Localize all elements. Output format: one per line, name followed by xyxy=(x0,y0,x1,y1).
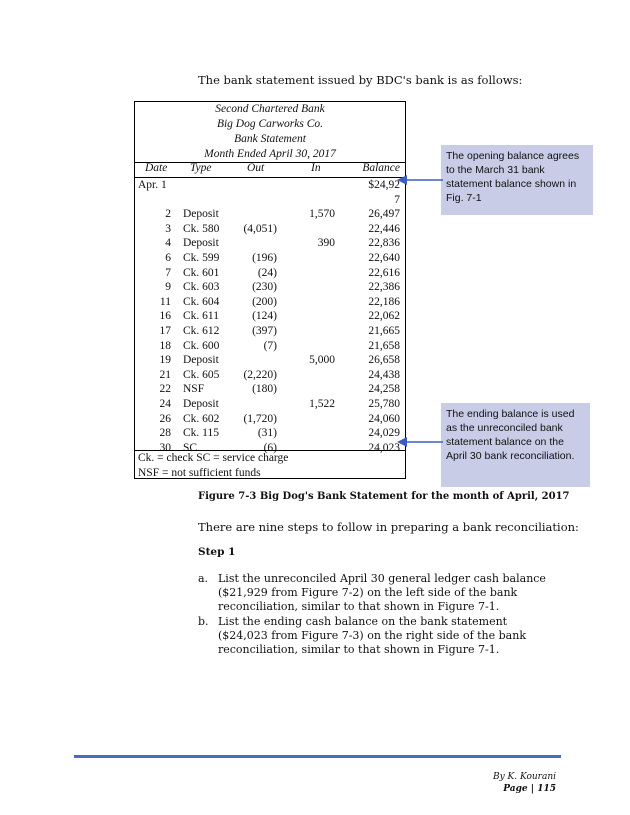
statement-row xyxy=(135,194,405,209)
row-out: (2,220) xyxy=(243,368,277,381)
row-date: 6 xyxy=(165,252,171,264)
steps-intro: There are nine steps to follow in preparing a bank reconciliation: xyxy=(198,520,579,534)
row-in: 1,522 xyxy=(309,398,335,410)
row-in: 1,570 xyxy=(309,208,335,221)
legend-line: Ck. = check SC = service charge xyxy=(138,452,289,464)
row-type: Deposit xyxy=(183,398,219,410)
row-out: (124) xyxy=(252,310,277,323)
row-type: Ck. 115 xyxy=(183,427,219,440)
row-balance: 24,438 xyxy=(368,368,400,381)
row-date: Apr. 1 xyxy=(138,179,167,191)
row-date: 11 xyxy=(159,295,171,308)
row-out: (200) xyxy=(252,295,277,308)
row-out: (24) xyxy=(257,266,277,279)
list-item xyxy=(198,615,558,659)
list-text: List the ending cash balance on the bank statement ($24,023 from Figure 7-3) on the right side of the bank reconciliation, similar to that shown in Figure 7-1. xyxy=(218,615,526,656)
row-date: 9 xyxy=(165,281,171,294)
step-heading: Step 1 xyxy=(198,546,236,558)
row-type: Ck. 602 xyxy=(183,412,220,425)
row-balance: 22,062 xyxy=(368,310,400,323)
header-in: In xyxy=(311,162,321,174)
row-type: Ck. 580 xyxy=(183,222,220,235)
row-balance: 24,029 xyxy=(368,427,400,440)
row-out: (6) xyxy=(263,441,277,454)
row-out: (1,720) xyxy=(243,412,277,425)
statement-row xyxy=(135,252,405,267)
row-date: 24 xyxy=(159,398,171,410)
row-date: 30 xyxy=(159,441,171,454)
row-type: Ck. 604 xyxy=(183,295,220,308)
row-type: Ck. 599 xyxy=(183,252,220,264)
ending-balance-callout: The ending balance is used as the unreconciled bank statement balance on the April 30 bank reconciliation. xyxy=(441,403,590,487)
row-in: 5,000 xyxy=(309,354,335,367)
bank-statement xyxy=(134,101,406,479)
statement-row xyxy=(135,310,405,325)
row-type: Ck. 605 xyxy=(183,368,220,381)
company-name: Big Dog Carworks Co. xyxy=(216,118,324,130)
row-date: 4 xyxy=(165,237,171,250)
statement-row xyxy=(135,427,405,442)
row-out: (4,051) xyxy=(243,222,277,235)
statement-row xyxy=(135,413,405,428)
list-item xyxy=(198,572,558,616)
list-marker: b. xyxy=(198,615,209,628)
row-balance: 22,186 xyxy=(368,295,400,308)
row-date: 21 xyxy=(159,368,171,381)
statement-row xyxy=(135,267,405,282)
header-balance: Balance xyxy=(362,162,400,174)
row-in: 390 xyxy=(317,237,335,250)
row-out: (7) xyxy=(263,339,277,352)
row-type: Deposit xyxy=(183,354,219,367)
row-type: Deposit xyxy=(183,208,219,221)
row-out: (31) xyxy=(257,427,277,440)
header-type: Type xyxy=(190,162,212,174)
statement-row xyxy=(135,398,405,413)
row-out: (180) xyxy=(252,383,277,396)
header-date: Date xyxy=(145,162,168,174)
row-date: 22 xyxy=(159,383,171,396)
row-out: (397) xyxy=(252,325,277,337)
row-type: SC xyxy=(183,441,198,454)
row-balance: $24,92 xyxy=(368,179,400,191)
statement-legend xyxy=(135,450,405,480)
row-type: Ck. 600 xyxy=(183,339,220,352)
row-date: 2 xyxy=(165,208,171,221)
row-balance: 24,060 xyxy=(368,412,400,425)
ending-arrow-icon xyxy=(395,432,445,452)
row-type: Ck. 611 xyxy=(183,310,219,323)
statement-row xyxy=(135,369,405,384)
opening-arrow-icon xyxy=(395,170,445,190)
legend-line: NSF = not sufficient funds xyxy=(138,466,261,479)
statement-row xyxy=(135,237,405,252)
statement-row xyxy=(135,208,405,223)
row-balance: 24,258 xyxy=(368,383,400,396)
column-headers xyxy=(135,162,405,178)
statement-row xyxy=(135,354,405,369)
statement-row xyxy=(135,383,405,398)
footer-rule xyxy=(74,755,561,758)
header-out: Out xyxy=(247,162,265,174)
statement-row xyxy=(135,296,405,311)
footer-author: By K. Kourani xyxy=(492,772,556,782)
row-date: 3 xyxy=(165,222,171,235)
intro-text: The bank statement issued by BDC's bank is as follows: xyxy=(198,73,523,87)
row-date: 19 xyxy=(159,354,171,367)
row-balance: 26,658 xyxy=(368,354,400,367)
list-text: List the unreconciled April 30 general ledger cash balance ($21,929 from Figure 7-2) on the left side of the bank reconciliation, similar to that shown in Figure 7-1. xyxy=(218,572,546,613)
opening-balance-callout: The opening balance agrees to the March 31 bank statement balance shown in Fig. 7-1 xyxy=(441,145,593,215)
row-type: Ck. 612 xyxy=(183,325,220,337)
row-date: 26 xyxy=(159,412,171,425)
statement-period: Month Ended April 30, 2017 xyxy=(204,148,336,160)
row-balance: 21,665 xyxy=(368,325,400,337)
footer-page: Page | 115 xyxy=(503,784,556,794)
row-type: Ck. 601 xyxy=(183,266,220,279)
list-marker: a. xyxy=(198,572,209,585)
row-type: Ck. 603 xyxy=(183,281,220,294)
row-balance: 22,616 xyxy=(368,266,400,279)
row-date: 7 xyxy=(165,266,171,279)
statement-title: Bank Statement xyxy=(234,133,306,145)
row-balance: 21,658 xyxy=(368,339,400,352)
row-date: 17 xyxy=(159,325,171,337)
row-type: Deposit xyxy=(183,237,219,250)
statement-row xyxy=(135,179,405,194)
statement-row xyxy=(135,325,405,340)
row-balance: 22,640 xyxy=(368,252,400,264)
row-date: 16 xyxy=(159,310,171,323)
row-balance: 26,497 xyxy=(368,208,400,221)
statement-row xyxy=(135,281,405,296)
row-balance: 22,386 xyxy=(368,281,400,294)
bank-name: Second Chartered Bank xyxy=(215,103,325,115)
row-out: (230) xyxy=(252,281,277,294)
row-out: (196) xyxy=(252,252,277,264)
row-date: 28 xyxy=(159,427,171,440)
statement-row xyxy=(135,223,405,238)
row-balance: 22,836 xyxy=(368,237,400,250)
row-balance: 22,446 xyxy=(368,222,400,235)
row-balance: 25,780 xyxy=(368,398,400,410)
figure-caption: Figure 7-3 Big Dog's Bank Statement for the month of April, 2017 xyxy=(198,491,570,502)
row-balance: 24,023 xyxy=(368,441,400,454)
statement-row xyxy=(135,340,405,355)
row-type: NSF xyxy=(183,383,205,396)
row-balance: 7 xyxy=(394,193,400,206)
row-date: 18 xyxy=(159,339,171,352)
